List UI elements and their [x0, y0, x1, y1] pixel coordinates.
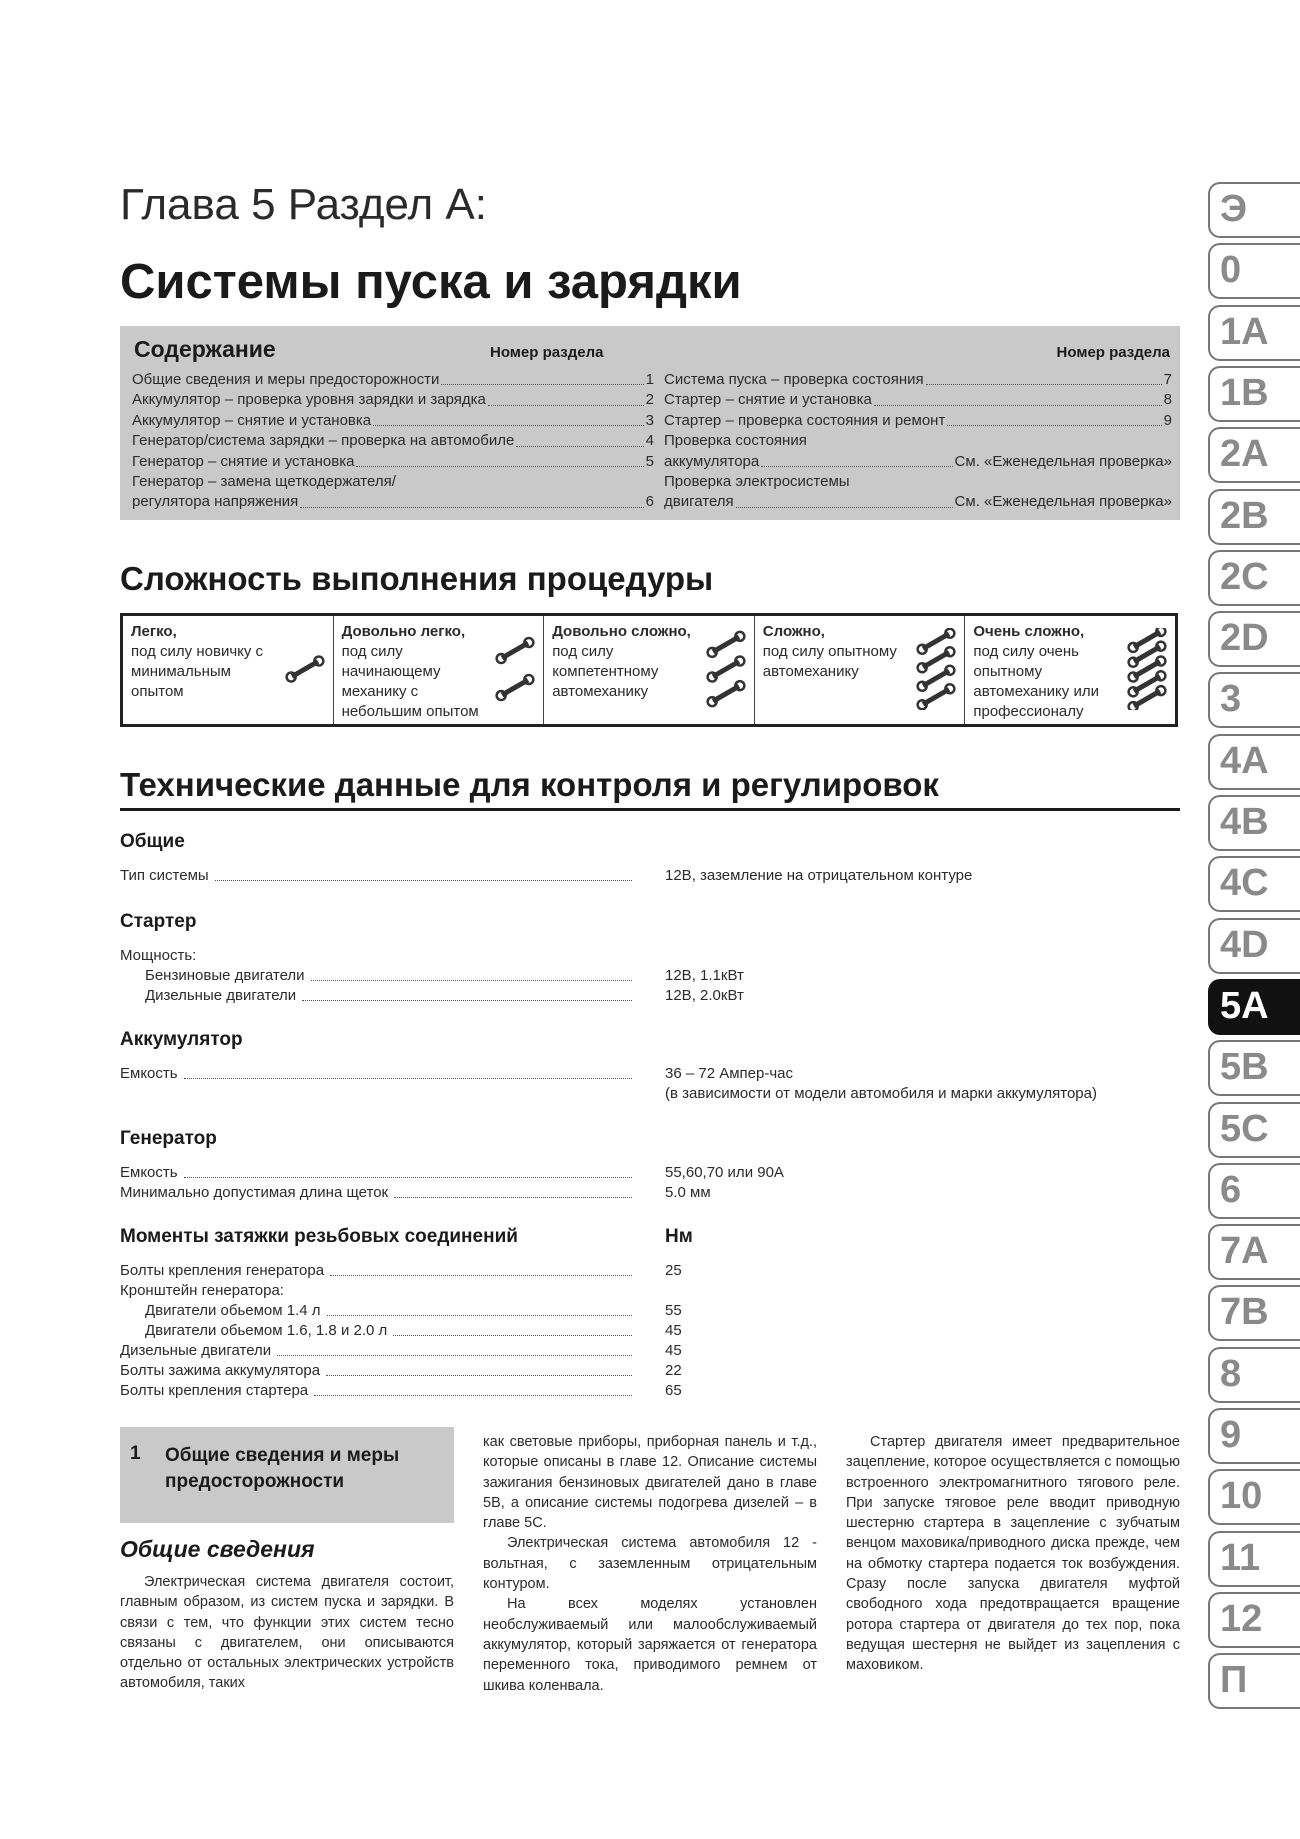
chapter-tab-2c[interactable]: 2C: [1208, 550, 1300, 606]
spanner-icon: [285, 628, 325, 710]
spanner-icon: [706, 628, 746, 710]
difficulty-description: под силу новичку с минимальным опытом: [131, 643, 264, 700]
chapter-tab-11[interactable]: 11: [1208, 1531, 1300, 1587]
spec-label: Тип системы: [120, 867, 209, 884]
contents-item[interactable]: [664, 492, 1172, 512]
spec-label: Мощность:: [120, 947, 197, 964]
generator-heading: Генератор: [120, 1128, 217, 1149]
contents-item-text: Генератор/система зарядки – проверка на автомобиле: [132, 432, 515, 450]
spec-label: Двигатели обьемом 1.4 л: [145, 1302, 321, 1319]
spec-value: 45: [665, 1342, 682, 1359]
spanner-icon: [495, 628, 535, 710]
paragraph: Электрическая система автомобиля 12 - вольтная, с заземленным отрицательным контуром.: [483, 1535, 817, 1593]
chapter-tab-4a[interactable]: 4A: [1208, 734, 1300, 790]
contents-item[interactable]: [132, 411, 654, 431]
difficulty-level-2: [334, 616, 545, 724]
spec-label: Минимально допустимая длина щеток: [120, 1184, 389, 1201]
spec-value: 55,60,70 или 90А: [665, 1164, 784, 1181]
starter-heading: Стартер: [120, 911, 197, 932]
spec-value: 65: [665, 1382, 682, 1399]
difficulty-label: Очень сложно,: [973, 623, 1085, 640]
difficulty-description: под силу компетентному автомеханику: [552, 643, 659, 700]
chapter-tab-3[interactable]: 3: [1208, 672, 1300, 728]
difficulty-description: под силу начинающему механику с небольшим опытом: [341, 643, 479, 720]
paragraph: На всех моделях установлен необслуживаемый или малообслуживаемый аккумулятор, который заряжается от генератора переменного тока, приводимого ремнем от шкива коленвала.: [483, 1596, 817, 1694]
chapter-label: Глава 5 Раздел А:: [120, 180, 487, 229]
difficulty-label: Легко,: [131, 623, 177, 640]
chapter-tab-2b[interactable]: 2B: [1208, 489, 1300, 545]
chapter-tab-9[interactable]: 9: [1208, 1408, 1300, 1464]
battery-heading: Аккумулятор: [120, 1029, 243, 1050]
contents-item[interactable]: [664, 431, 1172, 451]
contents-item[interactable]: [664, 452, 1172, 472]
chapter-tab-7b[interactable]: 7B: [1208, 1285, 1300, 1341]
subsection-heading: Общие сведения: [120, 1536, 315, 1562]
contents-item-text: Аккумулятор – проверка уровня зарядки и зарядка: [132, 391, 486, 409]
contents-item-number: 5: [645, 452, 654, 470]
contents-item-number: 8: [1163, 391, 1172, 409]
contents-item[interactable]: [132, 492, 654, 512]
contents-item-text: Общие сведения и меры предосторожности: [132, 371, 440, 388]
contents-item-number: 6: [645, 493, 654, 511]
general-heading: Общие: [120, 831, 185, 852]
contents-box: [120, 326, 1180, 520]
spec-value: 12В, 1.1кВт: [665, 967, 744, 984]
difficulty-label: Довольно легко,: [341, 623, 466, 640]
chapter-tab-4d[interactable]: 4D: [1208, 918, 1300, 974]
text-column-2: [483, 1432, 817, 1696]
difficulty-title: Сложность выполнения процедуры: [120, 560, 714, 597]
contents-item-text: Проверка электросистемы: [664, 473, 850, 491]
difficulty-level-1: [123, 616, 334, 724]
contents-item-text: Система пуска – проверка состояния: [664, 371, 924, 388]
chapter-tab-э[interactable]: Э: [1208, 182, 1300, 238]
chapter-tab-п[interactable]: П: [1208, 1653, 1300, 1709]
spec-label: Болты крепления стартера: [120, 1382, 309, 1399]
difficulty-description: под силу опытному автомеханику: [762, 643, 897, 680]
difficulty-scale: [120, 613, 1178, 727]
spec-value: 25: [665, 1262, 682, 1279]
chapter-tab-4b[interactable]: 4B: [1208, 795, 1300, 851]
contents-item-text: Стартер – снятие и установка: [664, 391, 872, 409]
difficulty-description: под силу очень опытному автомеханику или профессионалу: [973, 643, 1099, 720]
contents-item[interactable]: [132, 452, 654, 472]
contents-item-text: Стартер – проверка состояния и ремонт: [664, 411, 946, 429]
contents-item-text: двигателя: [664, 493, 734, 511]
difficulty-level-3: [544, 616, 755, 724]
text-column-1: [120, 1572, 454, 1694]
contents-item-text: Генератор – снятие и установка: [132, 452, 355, 470]
chapter-tab-8[interactable]: 8: [1208, 1347, 1300, 1403]
paragraph: Электрическая система двигателя состоит, главным образом, из систем пуска и зарядки. В связи с тем, что функции этих систем тесно связаны с двигателем, они описываются отдельно от остальных электрических устройств автомобиля, таких: [120, 1574, 454, 1692]
contents-item-number: 3: [645, 411, 654, 429]
spec-label: Дизельные двигатели: [145, 987, 297, 1004]
torque-heading: Моменты затяжки резьбовых соединений: [120, 1226, 518, 1247]
chapter-tab-4c[interactable]: 4C: [1208, 856, 1300, 912]
contents-item-text: регулятора напряжения: [132, 493, 299, 511]
contents-item-number: См. «Еженедельная проверка»: [954, 452, 1172, 470]
torque-unit: Нм: [665, 1226, 693, 1247]
spec-value: 36 – 72 Ампер-час: [665, 1065, 793, 1082]
spec-value: 22: [665, 1362, 682, 1379]
spec-label: Бензиновые двигатели: [145, 967, 305, 984]
chapter-tab-12[interactable]: 12: [1208, 1592, 1300, 1648]
contents-item-text: Проверка состояния: [664, 432, 807, 450]
section-number-header-left: Номер раздела: [490, 344, 604, 361]
contents-item-text: аккумулятора: [664, 452, 760, 470]
contents-item[interactable]: [664, 370, 1172, 390]
page-title: Системы пуска и зарядки: [120, 255, 742, 309]
spec-label: Болты крепления генератора: [120, 1262, 325, 1279]
contents-left-column: [132, 370, 654, 513]
spec-note: (в зависимости от модели автомобиля и марки аккумулятора): [665, 1085, 1097, 1102]
chapter-tab-1a[interactable]: 1A: [1208, 305, 1300, 361]
chapter-tab-6[interactable]: 6: [1208, 1163, 1300, 1219]
contents-item-number: 9: [1163, 411, 1172, 429]
spec-value: 5.0 мм: [665, 1184, 711, 1201]
contents-item[interactable]: [664, 411, 1172, 431]
spec-label: Емкость: [120, 1164, 178, 1181]
chapter-tab-7a[interactable]: 7A: [1208, 1224, 1300, 1280]
chapter-tab-5c[interactable]: 5C: [1208, 1102, 1300, 1158]
difficulty-level-5: [965, 616, 1175, 724]
chapter-tab-5b[interactable]: 5B: [1208, 1040, 1300, 1096]
contents-item-number: 2: [645, 391, 654, 409]
spec-label: Кронштейн генератора:: [120, 1282, 284, 1299]
contents-item-text: Генератор – замена щеткодержателя/: [132, 473, 396, 491]
chapter-tab-2d[interactable]: 2D: [1208, 611, 1300, 667]
section-title: Общие сведения и меры предосторожности: [165, 1445, 400, 1492]
chapter-tab-0[interactable]: 0: [1208, 243, 1300, 299]
spec-label: Болты зажима аккумулятора: [120, 1362, 321, 1379]
spec-label: Двигатели обьемом 1.6, 1.8 и 2.0 л: [145, 1322, 388, 1339]
spanner-icon: [1127, 628, 1167, 710]
paragraph: как световые приборы, приборная панель и т.д., которые описаны в главе 12. Описание системы зажигания бензиновых двигателей дано в главе 5В, а описание системы подогрева дизелей – в главе 5С.: [483, 1434, 817, 1532]
chapter-tab-5a[interactable]: 5A: [1208, 979, 1300, 1035]
text-column-3: [846, 1432, 1180, 1676]
techdata-title: Технические данные для контроля и регулировок: [120, 766, 939, 803]
techdata-divider: [120, 808, 1180, 811]
contents-item[interactable]: [132, 390, 654, 410]
contents-right-column: [664, 370, 1172, 513]
chapter-tab-1b[interactable]: 1B: [1208, 366, 1300, 422]
spec-value: 45: [665, 1322, 682, 1339]
spec-value: 12В, заземление на отрицательном контуре: [665, 867, 973, 884]
spec-value: 12В, 2.0кВт: [665, 987, 744, 1004]
contents-item-number: 1: [645, 371, 654, 388]
contents-title: Содержание: [134, 336, 276, 362]
contents-item-number: См. «Еженедельная проверка»: [954, 493, 1172, 511]
difficulty-label: Довольно сложно,: [552, 623, 691, 640]
chapter-tab-10[interactable]: 10: [1208, 1469, 1300, 1525]
spec-label: Емкость: [120, 1065, 178, 1082]
contents-item-number: 7: [1163, 371, 1172, 388]
contents-item[interactable]: [132, 472, 654, 492]
contents-item[interactable]: [132, 431, 654, 451]
contents-item[interactable]: [664, 390, 1172, 410]
contents-item[interactable]: [664, 472, 1172, 492]
contents-item[interactable]: [132, 370, 654, 390]
difficulty-label: Сложно,: [762, 623, 825, 640]
paragraph: Стартер двигателя имеет предварительное зацепление, которое осуществляется с помощью встроенного электромагнитного тягового реле. При запуске тяговое реле вводит приводную шестерню стартера в зацепление с зубчатым венцом маховика/приводного диска прежде, чем на обмотку стартера подается ток возбуждения. Сразу после запуска двигателя муфтой свободного хода предотвращается вращение ротора стартера от двигателя до тех пор, пока ведущая шестерня не выйдет из зацепления с маховиком.: [846, 1434, 1180, 1674]
chapter-tab-2a[interactable]: 2A: [1208, 427, 1300, 483]
spec-value: 55: [665, 1302, 682, 1319]
spanner-icon: [916, 628, 956, 710]
contents-item-text: Аккумулятор – снятие и установка: [132, 411, 372, 429]
section-number: 1: [130, 1443, 141, 1464]
spec-label: Дизельные двигатели: [120, 1342, 272, 1359]
section-number-header-right: Номер раздела: [1056, 344, 1170, 361]
difficulty-level-4: [755, 616, 966, 724]
contents-item-number: 4: [645, 432, 654, 450]
